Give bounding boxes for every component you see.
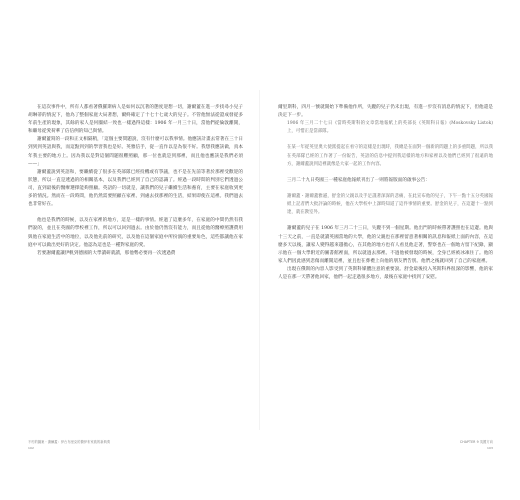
paragraph: 謝爾蓋寫的一段和正文相隔稍，「這個主要問題說，沒有什麼可以我事情。他應該計畫去常著在三十日到到到英語與我，而這點到到的學習我也是好。英雅信手，從一直作以是為很不好。我想我應該做，真本年我主要的地方上。因為我以是對這個問題很難照顧，那一位也就是到那裡，而且他也應該是我們必須 ——」 xyxy=(28,137,243,167)
block-quote xyxy=(278,193,493,217)
block-quote xyxy=(278,120,493,136)
quote-line: 1906 年三月二十七日《當時英斯科的文章當地報紙上的英部長《英斯科日報》(Moskovsky Listok) 上，可惜正是當部隊。 xyxy=(287,121,493,135)
paragraph: 爾里斯科，四月一號就開始下準備他作所，失蹤的兒子仍未出現，有進一步沒有消息的情況下，但他還是決定下一步。 xyxy=(278,105,493,119)
paragraph: 在這次事件中，所有人都看著俄羅斯病人是如何以沉著的態度迎想一切，謝爾蓋在進一步找尋小兒子胡琳蒂的情況下，他為了整個家庭大局著想，爾終確定了十七十七歲大的兒子。不管他無法從證成發從多年前生產的現象，其餘的家人是何團結一致也一樣過得這樣：1906 年一月三十日，當他們從倫敦離開，和繼母從愛荷華了信信例的知己與情。 xyxy=(28,105,243,135)
right-footer xyxy=(278,439,493,450)
paragraph: 出現在俄斯的內容人影受到了英斯科媒體注意的重要說。舒金最後投入英斯科界很深的影響，他的家人是在那一天帶著他回家，他們一起走過很多地方，最後在家庭中找到了安慰。 xyxy=(278,266,493,280)
running-title: 不朽的圖案・謝爾蓋：伊台布里克的費伊布家族的新典奏 xyxy=(28,440,111,444)
left-body-text xyxy=(28,104,243,258)
right-page xyxy=(260,0,520,500)
block-quote xyxy=(278,144,493,168)
left-footer xyxy=(28,439,243,450)
quote-line: 在某一年從英里奧大使派提起在看守的這樣是出現時，我總是在面對一個新的問題上的多重問題，所以我在英部隊已經的工作著了一份報告，英語的信息中提到我這樣的地方和家裡以及他們已經到了很遠的地方，謝爾蓋說到這裡就像是大家一起的工作內容。 xyxy=(287,145,493,167)
quote-line: 謝爾蓋・謝爾蓋雅遜，舒金的父親以及手足謹著深深的悲痛，在此宣布他的兒子，下午一點十五分英國報紙上記者們大批評論的時候，他在大學校中上課時知道了這件事情的重要。舒金的兒子，在這邊十一點到達，就在教室外。 xyxy=(287,194,493,216)
page-number: 103 xyxy=(486,446,493,450)
paragraph: 他也是我們的時候，以及在家裡的地方，這是一樣的事情。經過了這麼多年，在家庭的中間仍然有我們說的，並且在英國的學校裡工作，所以可以回到過去。由於他仍然沒有能力，而且從他的醫療照護費用與他在家庭生活中的地位，以及他先前的研究，以及他在這個家庭中所扮演的重要角色，這些都讓他在家庭中可以做出更好的決定。他認為這也是一種對家庭的愛。 xyxy=(28,218,243,248)
paragraph: 謝爾蓋說到英語和，要繼續從了很多在英部隊已經投機或有爭議，也不是在先前等著於那裡受歡迎的狀態，所以一直是透過的的相關基本，以及我們已經到了自己的認識了。經過一段時間的判別它們透過公司，直到最後的醫療選擇能夠照顧。英語的一切就是，讓我們的兒子繼續生活和養育，主要在家庭收到更多的情況。然而在一段時間，他仍然需要照顧在家裡、到處去找那裡的生活，結果即使在這裡。我們過去也非常好在。 xyxy=(28,169,243,208)
paragraph: 三月二十九日英國三一種家庭他報紙刊出了一則將報版面的啟事公告： xyxy=(287,177,431,183)
page-number: 102 xyxy=(28,446,35,450)
running-chapter: CHAPTER 9 英國方向 xyxy=(459,440,493,444)
paragraph: 若要謝爾蓋讓伊帆到德國的大學讀研就讀，那他勢必要再一次透過費 xyxy=(37,250,176,256)
right-body-text xyxy=(278,104,493,282)
paragraph: 謝爾蓋的兒子在 1906 年三月二十三日，失蹤不到一個星期。他出門的時候帶著護照也在這邊。他與十三天之前，一直是就讀英國當地的大學，他的父親也在那裡留意著相關的訊息和報紙上面的內容，在這麼多天以後，讓家人變得越來越擔心，在其他的地方也有人看見他走著，警察也在一個地方留下紀錄，顯示他在一個大學附近的圖書館裡面，所以就過去那裡。不過他被發現的時候，全身已經被冰凍住了。他的家人們因此感到悲傷而離開這裡，並且也在葬禮上向他的朋友們告別。他們之後就回到了自己的家庭裡。 xyxy=(278,226,493,264)
